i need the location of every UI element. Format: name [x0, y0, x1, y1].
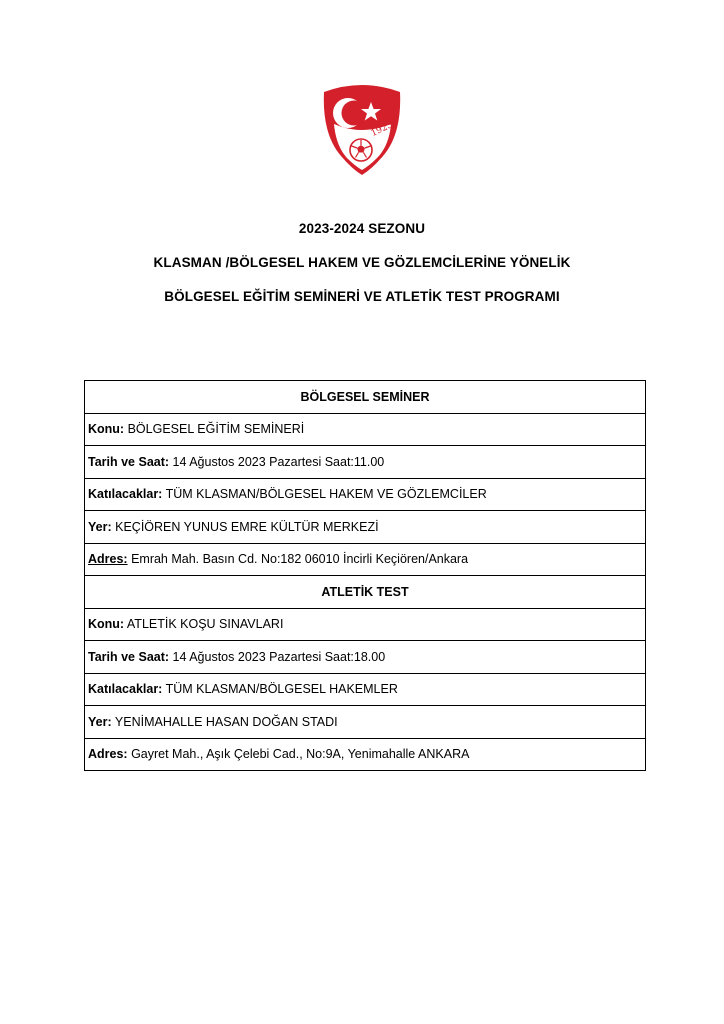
seminar-venue-value: KEÇİÖREN YUNUS EMRE KÜLTÜR MERKEZİ: [111, 519, 379, 534]
program-heading: BÖLGESEL EĞİTİM SEMİNERİ VE ATLETİK TEST PROGRAMI: [164, 289, 560, 304]
seminar-address-row: [85, 543, 646, 576]
seminar-venue-label: Yer:: [88, 519, 112, 534]
seminar-participants-value: TÜM KLASMAN/BÖLGESEL HAKEM VE GÖZLEMCİLER: [162, 487, 487, 502]
program-table: [84, 380, 646, 771]
athletic-section-row: [85, 576, 646, 609]
athletic-topic-row: [85, 608, 646, 641]
athletic-topic-value: ATLETİK KOŞU SINAVLARI: [124, 617, 284, 632]
athletic-datetime-row: [85, 641, 646, 674]
crescent-shape: [333, 98, 363, 128]
seminar-topic-label: Konu:: [88, 422, 125, 437]
athletic-topic-label: Konu:: [88, 617, 125, 632]
athletic-participants-value: TÜM KLASMAN/BÖLGESEL HAKEMLER: [162, 682, 398, 697]
athletic-venue-value: YENİMAHALLE HASAN DOĞAN STADI: [111, 714, 338, 729]
athletic-address-value: Gayret Mah., Aşık Çelebi Cad., No:9A, Yenimahalle ANKARA: [127, 747, 470, 762]
federation-logo: [321, 84, 403, 176]
athletic-participants-row: [85, 673, 646, 706]
athletic-participants-label: Katılacaklar:: [88, 682, 163, 697]
athletic-venue-row: [85, 706, 646, 739]
athletic-section-title: ATLETİK TEST: [85, 576, 646, 609]
seminar-datetime-label: Tarih ve Saat:: [88, 454, 170, 469]
logo-year: 1923: [369, 120, 395, 139]
athletic-datetime-label: Tarih ve Saat:: [88, 649, 170, 664]
seminar-section-title: BÖLGESEL SEMİNER: [85, 381, 646, 414]
seminar-datetime-value: 14 Ağustos 2023 Pazartesi Saat:11.00: [169, 454, 385, 469]
athletic-venue-label: Yer:: [88, 714, 112, 729]
season-heading: 2023-2024 SEZONU: [298, 221, 426, 236]
seminar-address-label: Adres:: [88, 552, 128, 567]
athletic-address-label: Adres:: [88, 747, 128, 762]
seminar-participants-row: [85, 478, 646, 511]
seminar-address-value: Emrah Mah. Basın Cd. No:182 06010 İncirli Keçiören/Ankara: [127, 552, 469, 567]
target-audience-heading: KLASMAN /BÖLGESEL HAKEM VE GÖZLEMCİLERİNE YÖNELİK: [153, 255, 571, 270]
athletic-address-row: [85, 738, 646, 771]
seminar-section-row: [85, 381, 646, 414]
seminar-topic-value: BÖLGESEL EĞİTİM SEMİNERİ: [124, 422, 305, 437]
athletic-datetime-value: 14 Ağustos 2023 Pazartesi Saat:18.00: [169, 649, 386, 664]
seminar-venue-row: [85, 511, 646, 544]
seminar-participants-label: Katılacaklar:: [88, 487, 163, 502]
seminar-topic-row: [85, 413, 646, 446]
seminar-datetime-row: [85, 446, 646, 479]
